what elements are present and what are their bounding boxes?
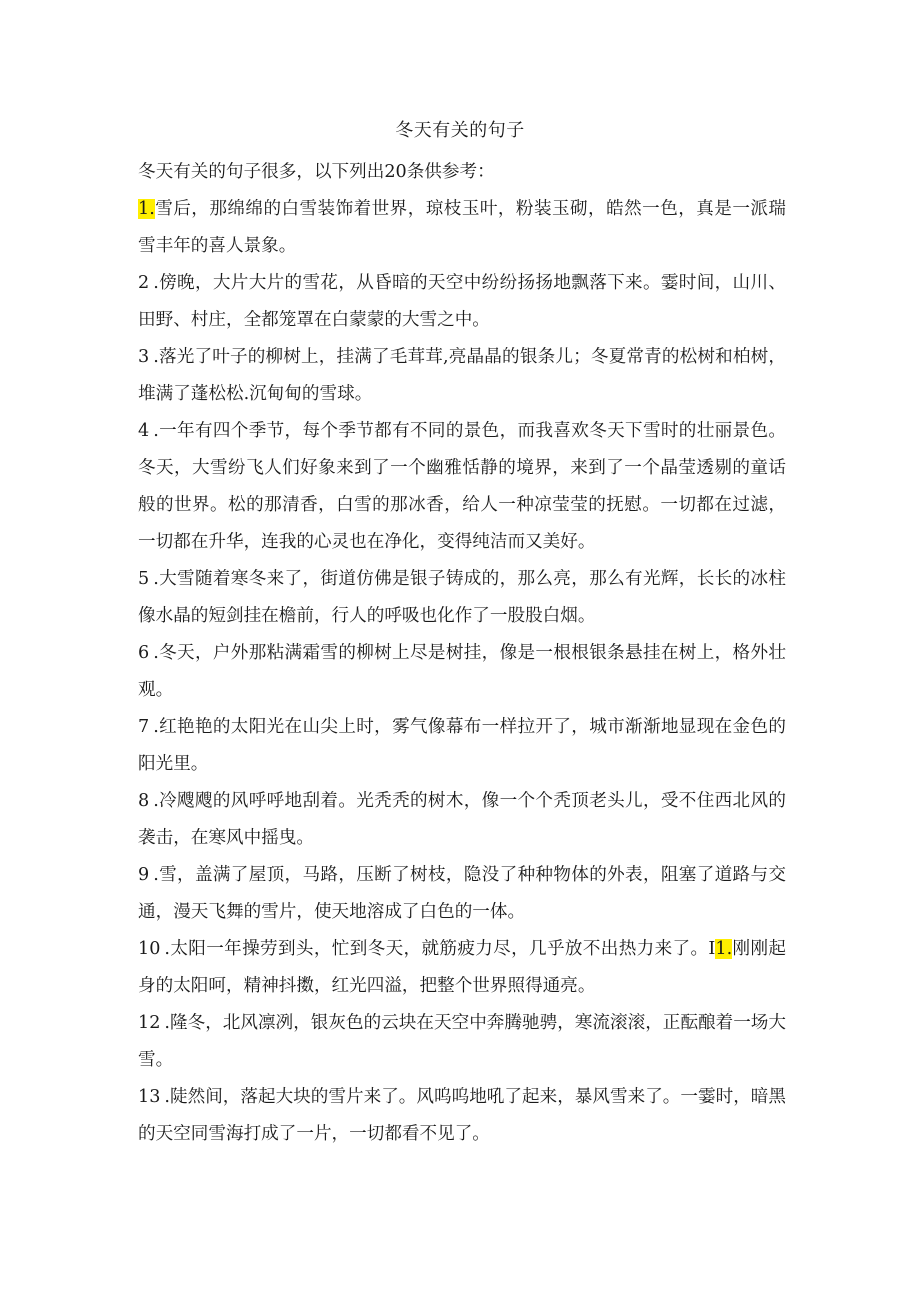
item-number: 4 [138,421,150,441]
item-text: .雪，盖满了屋顶，马路，压断了树枝，隐没了种种物体的外表，阻塞了道路与交通，漫天飞舞的雪片，使天地溶成了白色的一体。 [138,865,786,922]
item-text: .红艳艳的太阳光在山尖上时，雾气像幕布一样拉开了，城市渐渐地显现在金色的阳光里。 [138,717,786,774]
list-item [138,1005,786,1079]
item-text: .落光了叶子的柳树上，挂满了毛茸茸,亮晶晶的银条儿；冬夏常青的松树和柏树，堆满了蓬松松.沉甸甸的雪球。 [138,347,786,404]
list-item [138,635,786,709]
intro-paragraph: 冬天有关的句子很多，以下列出20条供参考： [138,162,495,182]
item-number: 6 [138,643,150,663]
item-number: 7 [138,717,150,737]
document-body [138,154,786,1153]
list-item [138,709,786,783]
item-number: 3 [138,347,150,367]
list-item [138,931,786,1005]
item-number: 9 [138,865,150,885]
item-text: .冬天，户外那粘满霜雪的柳树上尽是树挂，像是一根根银条悬挂在树上，格外壮观。 [138,643,786,700]
list-item [138,413,786,561]
item-text: .冷飕飕的风呼呼地刮着。光秃秃的树木，像一个个秃顶老头儿，受不住西北风的袭击，在寒风中摇曳。 [138,791,786,848]
item-number: 5 [138,569,150,589]
list-item [138,561,786,635]
list-item [138,265,786,339]
item-text: .陡然间，落起大块的雪片来了。风呜呜地吼了起来，暴风雪来了。一霎时，暗黑的天空同雪海打成了一片，一切都看不见了。 [138,1087,786,1144]
list-item [138,857,786,931]
item-text: 刚刚起身的太阳呵，精神抖擞，红光四溢，把整个世界照得通亮。 [138,939,786,996]
item-text: .隆冬，北风凛冽，银灰色的云块在天空中奔腾驰骋，寒流滚滚，正酝酿着一场大雪。 [138,1013,786,1070]
item-text: .一年有四个季节，每个季节都有不同的景色，而我喜欢冬天下雪时的壮丽景色。冬天，大雪纷飞人们好象来到了一个幽雅恬静的境界，来到了一个晶莹透剔的童话般的世界。松的那清香，白雪的那冰香，给人一种凉莹莹的抚慰。一切都在过滤，一切都在升华，连我的心灵也在净化，变得纯洁而又美好。 [138,421,786,552]
item-number-highlighted: 1. [138,199,155,219]
item-number: 13 [138,1087,161,1107]
item-text: .傍晚，大片大片的雪花，从昏暗的天空中纷纷扬扬地飘落下来。霎时间，山川、田野、村庄，全都笼罩在白蒙蒙的大雪之中。 [138,273,786,330]
item-number: 2 [138,273,150,293]
item-number: 10 [138,939,161,959]
list-item [138,339,786,413]
item-text: .大雪随着寒冬来了，街道仿佛是银子铸成的，那么亮，那么有光辉，长长的冰柱像水晶的短剑挂在檐前，行人的呼吸也化作了一股股白烟。 [138,569,786,626]
list-item [138,191,786,265]
list-item [138,1079,786,1153]
item-number-highlighted: 1. [715,939,733,959]
item-number: 12 [138,1013,161,1033]
document-title: 冬天有关的句子 [395,120,525,141]
list-item [138,783,786,857]
item-text: 雪后，那绵绵的白雪装饰着世界，琼枝玉叶，粉装玉砌，皓然一色，真是一派瑞雪丰年的喜人景象。 [138,199,786,256]
item-number: 8 [138,791,150,811]
item-text: .太阳一年操劳到头，忙到冬天，就筋疲力尽，几乎放不出热力来了。I [164,939,716,959]
